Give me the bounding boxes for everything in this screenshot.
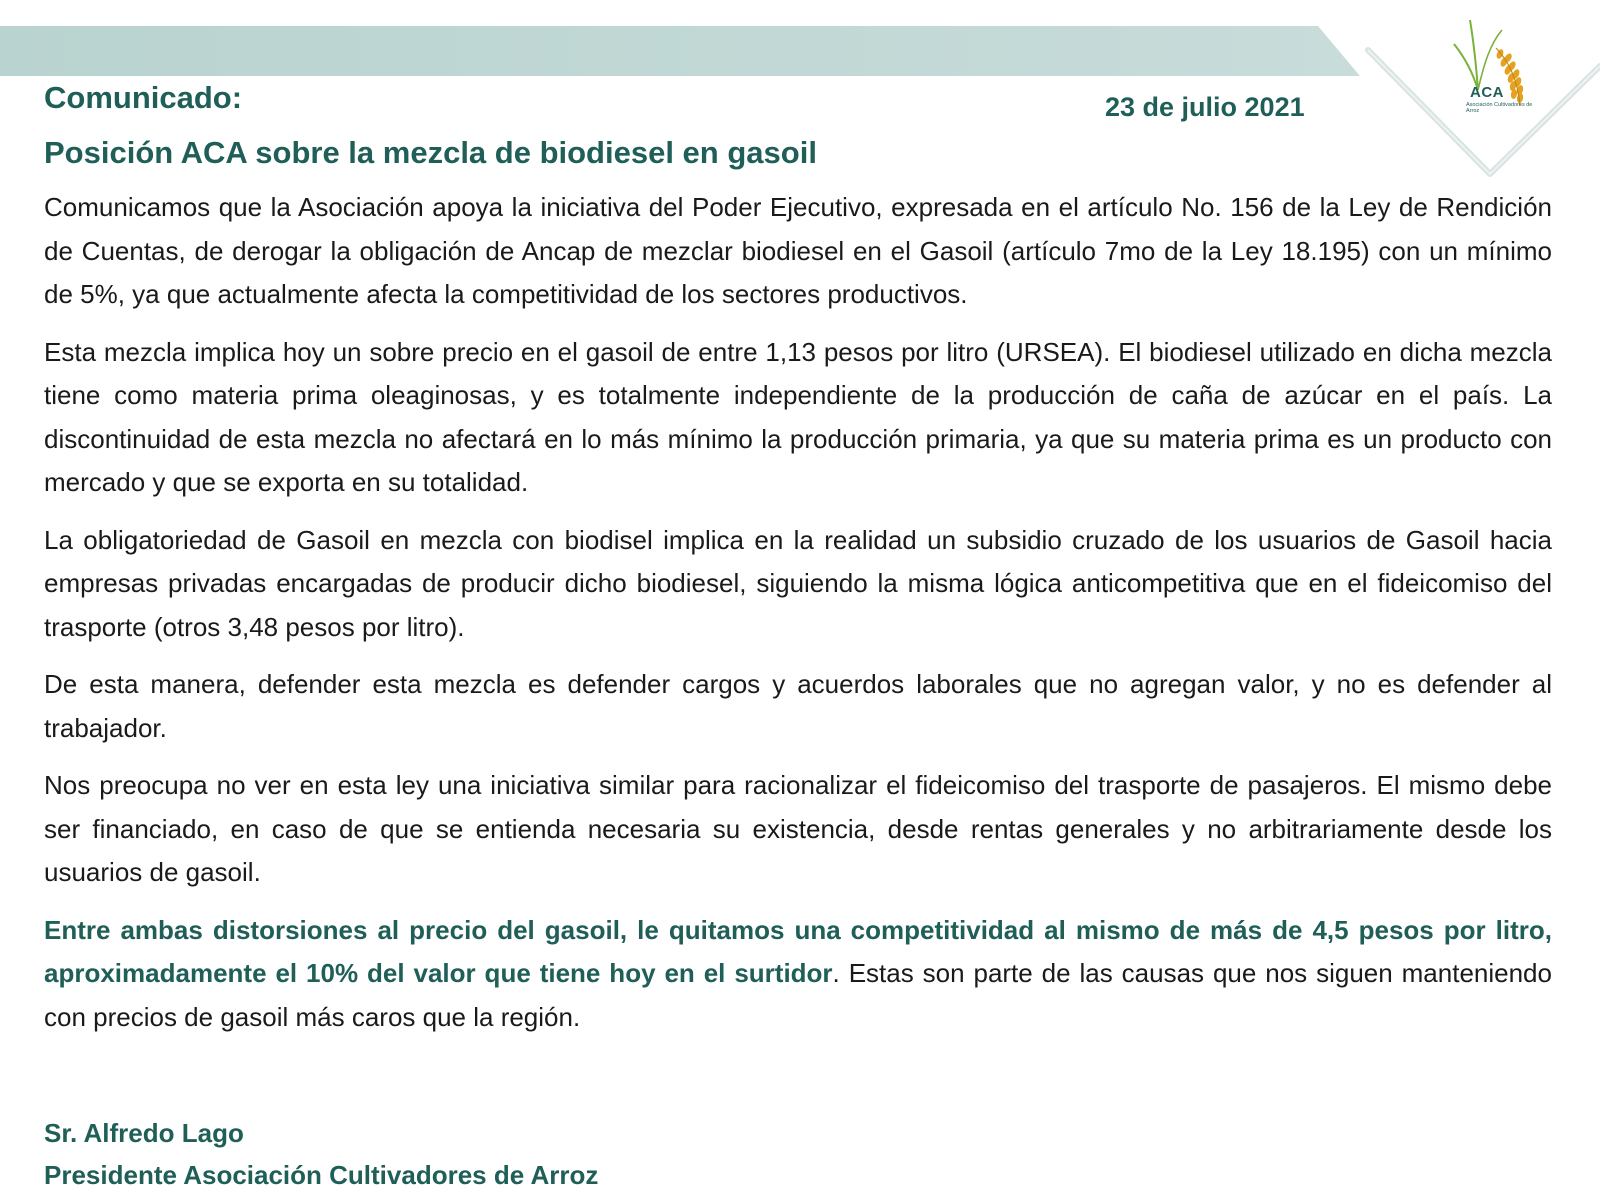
communique-body xyxy=(44,186,1552,1053)
publication-date: 23 de julio 2021 xyxy=(1105,92,1305,122)
signatory-name: Sr. Alfredo Lago xyxy=(44,1118,244,1148)
conclusion-emphasis: Entre ambas distorsiones al precio del gasoil, le quitamos una competitividad al mismo de más de 4,5 pesos por litro, aproximadamente el 10% del valor que tiene hoy en el surtidor xyxy=(44,914,1552,988)
logo-organization-name: Asociación Cultivadores de Arroz xyxy=(1466,102,1533,114)
signatory-role: Presidente Asociación Cultivadores de Arroz xyxy=(44,1160,599,1190)
conclusion-rest: . Estas son parte de las causas que nos siguen manteniendo con precios de gasoil más caros que la región. xyxy=(44,958,1552,1032)
communique-subject: Posición ACA sobre la mezcla de biodiesel en gasoil xyxy=(44,135,817,170)
communique-label: Comunicado: xyxy=(44,80,243,115)
conclusion-paragraph xyxy=(44,909,1552,1040)
logo-abbreviation: ACA xyxy=(1470,84,1504,101)
signature-block xyxy=(44,1112,598,1196)
paragraph: Nos preocupa no ver en esta ley una iniciativa similar para racionalizar el fideicomiso del trasporte de pasajeros. El mismo debe ser financiado, en caso de que se entienda necesaria su existencia, desde rentas generales y no arbitrariamente desde los usuarios de gasoil. xyxy=(44,770,1552,887)
paragraph: Esta mezcla implica hoy un sobre precio en el gasoil de entre 1,13 pesos por litro (URSEA). El biodiesel utilizado en dicha mezcla tiene como materia prima oleaginosas, y es totalmente independiente de la producción de caña de azúcar en el país. La discontinuidad de esta mezcla no afectará en lo más mínimo la producción primaria, ya que su materia prima es un producto con mercado y que se exporta en su totalidad. xyxy=(44,336,1552,497)
paragraph: De esta manera, defender esta mezcla es defender cargos y acuerdos laborales que no agregan valor, y no es defender al trabajador. xyxy=(44,669,1552,743)
paragraph: Comunicamos que la Asociación apoya la iniciativa del Poder Ejecutivo, expresada en el artículo No. 156 de la Ley de Rendición de Cuentas, de derogar la obligación de Ancap de mezclar biodiesel en el Gasoil (artículo 7mo de la Ley 18.195) con un mínimo de 5%, ya que actualmente afecta la competitividad de los sectores productivos. xyxy=(44,192,1552,309)
paragraph: La obligatoriedad de Gasoil en mezcla con biodisel implica en la realidad un subsidio cruzado de los usuarios de Gasoil hacia empresas privadas encargadas de producir dicho biodiesel, siguiendo la misma lógica anticompetitiva que en el fideicomiso del trasporte (otros 3,48 pesos por litro). xyxy=(44,524,1552,642)
